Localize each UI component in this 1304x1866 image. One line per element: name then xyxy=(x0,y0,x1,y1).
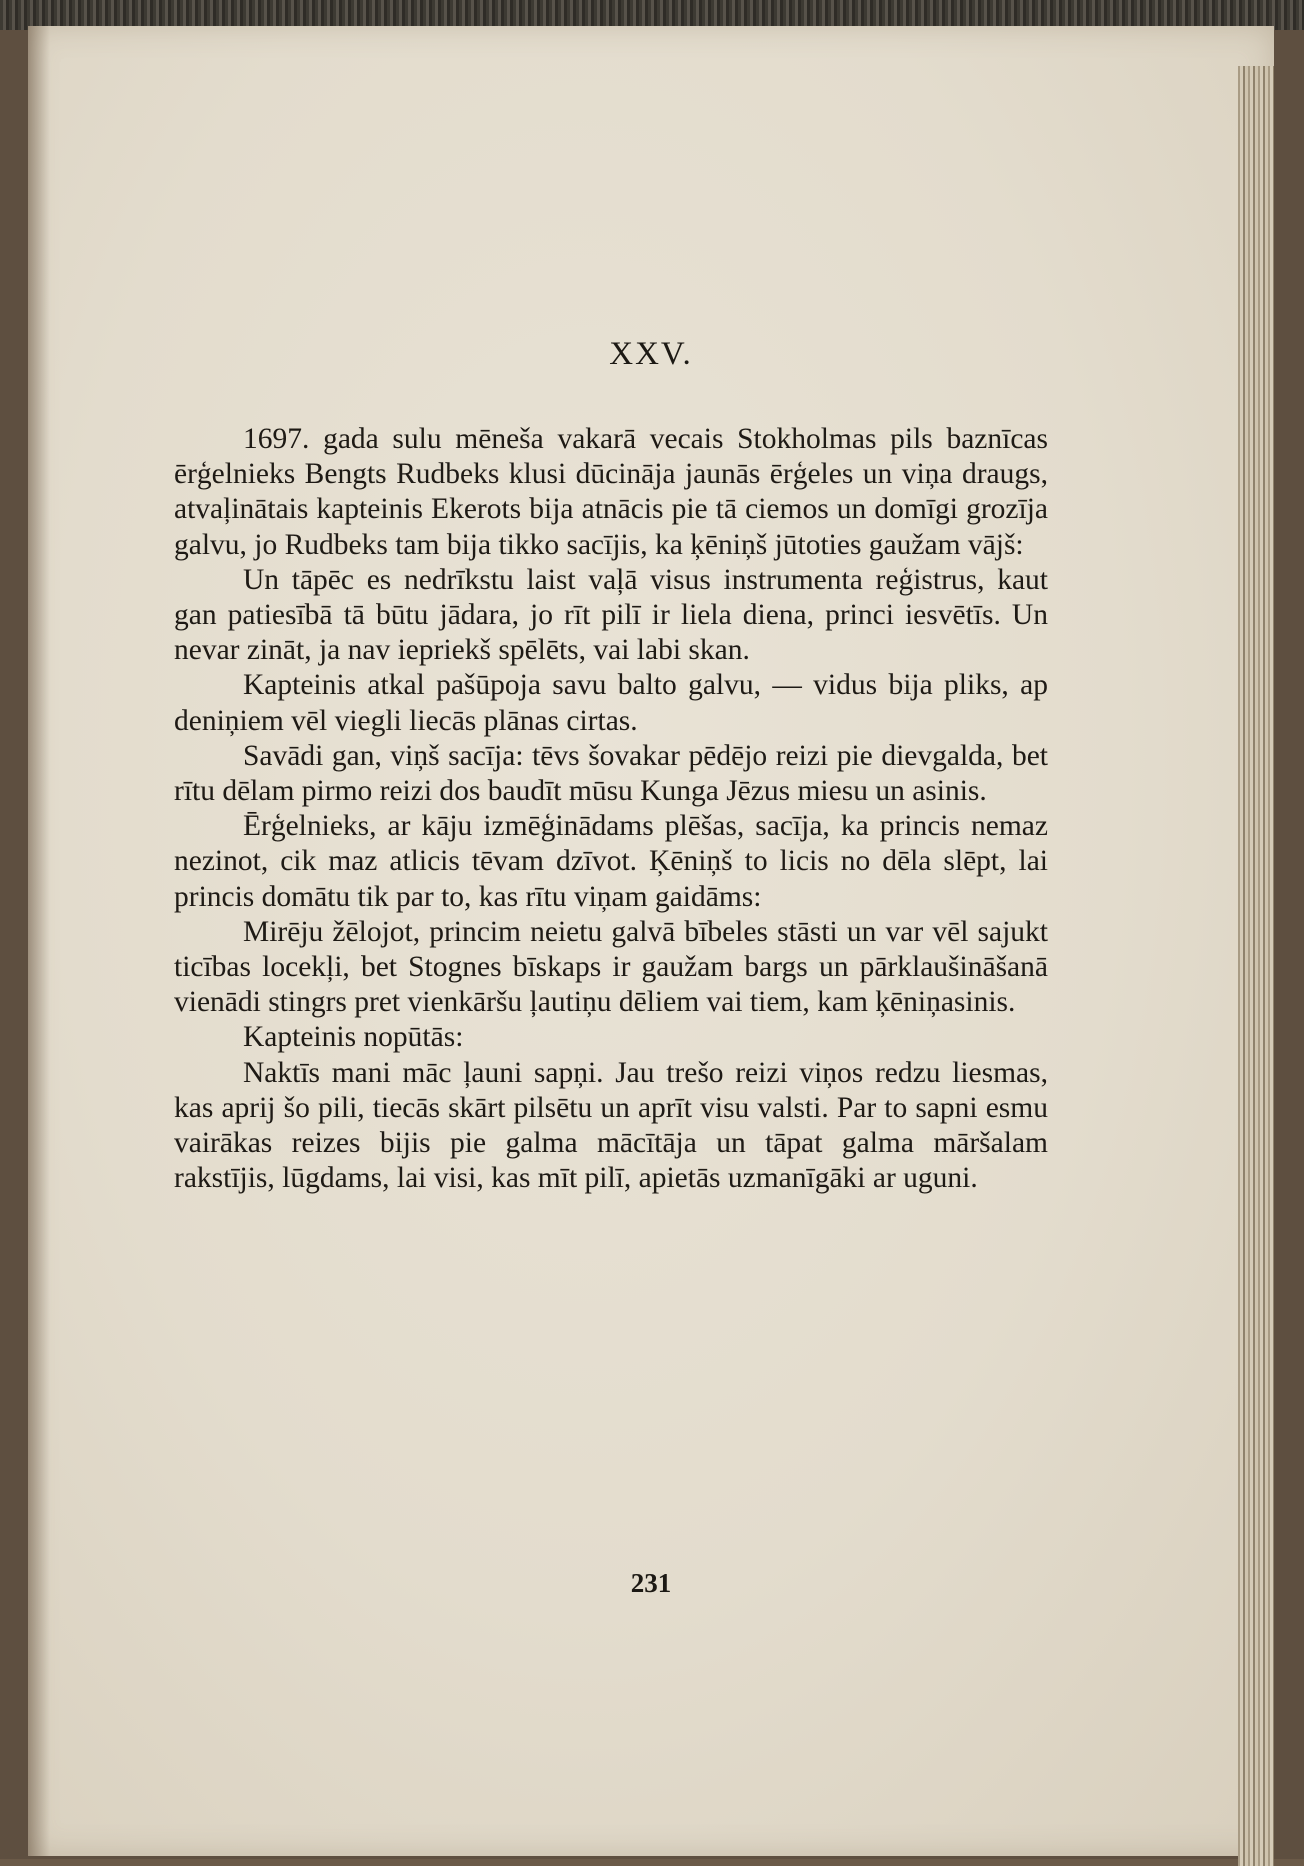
paragraph: Kapteinis atkal pašūpoja savu balto galvu, — vidus bija pliks, ap deniņiem vēl viegli liecās plānas cirtas. xyxy=(174,669,1048,737)
paragraph: Kapteinis nopūtās: xyxy=(243,1021,464,1054)
paragraph: Mirēju žēlojot, princim neietu galvā bībeles stāsti un var vēl sajukt ticības locekļi, bet Stognes bīskaps ir gaužam bargs un pārklaušināšanā vienādi stingrs pret vienkāršu ļautiņu dēliem vai tiem, kam ķēniņasinis. xyxy=(174,915,1048,1019)
paragraph: Un tāpēc es nedrīkstu laist vaļā visus instrumenta reģistrus, kaut gan patiesībā tā būtu jādara, jo rīt pilī ir liela diena, princi iesvētīs. Un nevar zināt, ja nav iepriekš spēlēts, vai labi skan. xyxy=(174,563,1048,667)
paragraph: 1697. gada sulu mēneša vakarā vecais Stokholmas pils baznīcas ērģelnieks Bengts Rudbeks klusi dūcināja jaunās ērģeles un viņa draugs, atvaļinātais kapteinis Ekerots bija atnācis pie tā ciemos un domīgi grozīja galvu, jo Rudbeks tam bija tikko sacījis, ka ķēniņš jūtoties gaužam vājš: xyxy=(174,423,1048,561)
paragraph: Savādi gan, viņš sacīja: tēvs šovakar pēdējo reizi pie dievgalda, bet rītu dēlam pirmo reizi dos baudīt mūsu Kunga Jēzus miesu un asinis. xyxy=(174,739,1048,808)
page-number: 231 xyxy=(630,1568,672,1598)
paragraph: Ērģelnieks, ar kāju izmēģinādams plēšas, sacīja, ka princis nemaz nezinot, cik maz atlicis tēvam dzīvot. Ķēniņš to licis no dēla slēpt, lai princis domātu tik par to, kas rītu viņam gaidāms: xyxy=(174,810,1048,913)
body-text xyxy=(174,422,1048,1196)
book-page xyxy=(28,26,1274,1856)
paragraph: Naktīs mani māc ļauni sapņi. Jau trešo reizi viņos redzu liesmas, kas aprij šo pili, tiecās skārt pilsētu un aprīt visu valsti. Par to sapni esmu vairākas reizes bijis pie galma mācītāja un tāpat galma māršalam rakstījis, lūgdams, lai visi, kas mīt pilī, apietās uzmanīgāki ar uguni. xyxy=(174,1056,1048,1195)
chapter-heading: XXV. xyxy=(609,336,693,372)
